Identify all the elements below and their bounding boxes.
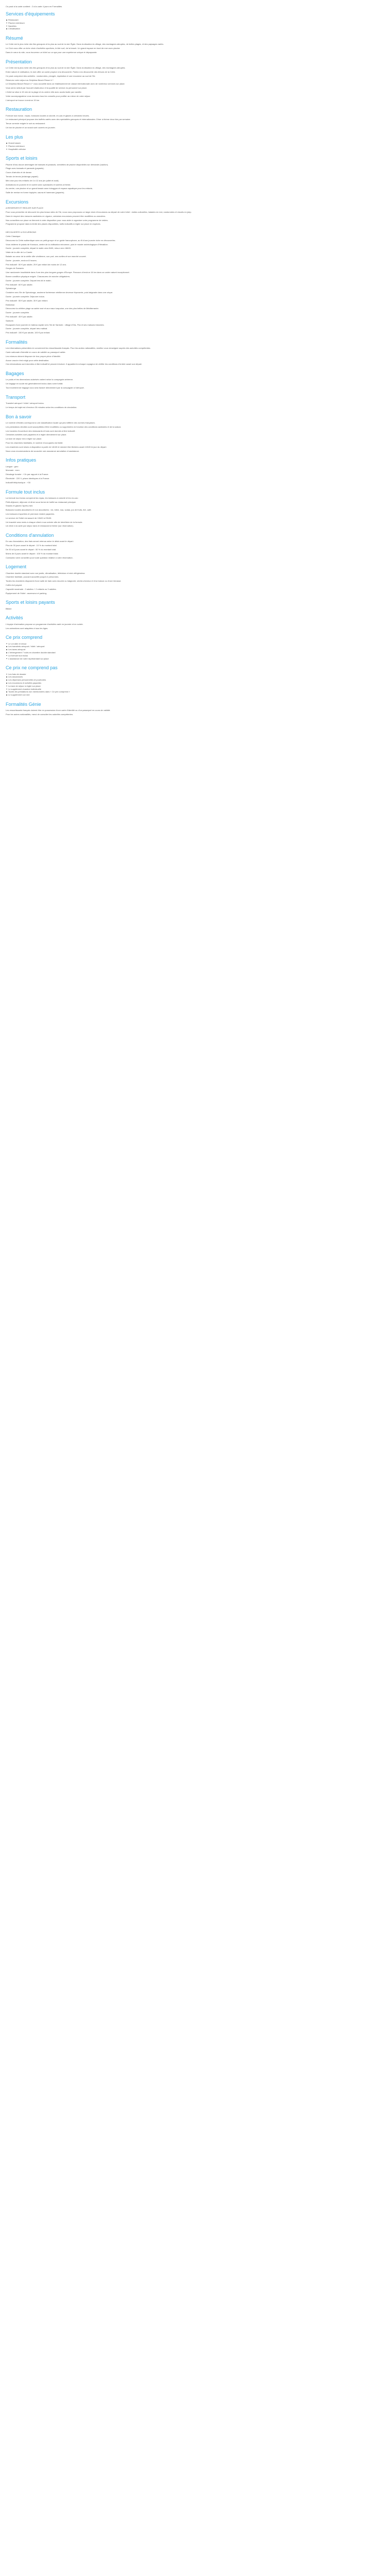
sports-paragraph: Animations en journée et en soirée avec spectacles et soirées à thème.: [6, 183, 71, 186]
prix-ne-comprend-item: Le supplément chambre individuelle: [6, 688, 386, 691]
circuit-paragraph: Une randonnée inoubliable dans l'une des plus longues gorges d'Europe. Parcours d'environ 16 km dans un cadre naturel exceptionnel.: [6, 271, 130, 274]
services-list: [6, 19, 386, 30]
prix-comprend-item: L'hébergement 7 nuits en chambre double standard: [6, 651, 386, 654]
circuit-paragraph: Prix indicatif : 60 € par adulte.: [6, 283, 33, 286]
activites-body: [6, 623, 386, 630]
circuit-paragraph: Escapade d'une journée en bateau rapide vers l'île de Santorin : village d'Oia, Fira et ses maisons blanches.: [6, 323, 105, 326]
formalites-genie-paragraph: Les ressortissants français doivent être en possession d'une carte d'identité ou d'un passeport en cours de validité.: [6, 709, 111, 712]
excursions-paragraph: Pour vous permettre de découvrir les plus beaux sites de l'île, nous vous proposons un large choix d'excursions au départ de votre hôtel : visites culturelles, balades en mer, randonnées et circuits en jeep.: [6, 211, 192, 214]
formule-paragraph: Petit-déjeuner, déjeuner et dîner sous forme de buffet au restaurant principal.: [6, 500, 76, 503]
infos-paragraph: Décalage horaire : +1h par rapport à la France.: [6, 473, 49, 476]
sports-payants-paragraph: Billard: [6, 607, 12, 610]
activites-title: Activités: [6, 615, 23, 621]
circuit-paragraph: Découvrez la célèbre plage au sable rosé et aux eaux turquoise, une des plus belles de Méditerranée.: [6, 307, 99, 310]
circuit-paragraph: Prix indicatif : 150 € par adulte, 100 € par enfant.: [6, 331, 51, 334]
les-plus-list: [6, 142, 386, 150]
infos-paragraph: Monnaie : euro: [6, 469, 20, 472]
circuit-paragraph: Prix indicatif : 50 € par adulte, 25 € par enfant de moins de 12 ans.: [6, 263, 67, 266]
circuit-paragraph: Gorges de Samaria: [6, 267, 24, 270]
sports-section: [6, 156, 386, 194]
formalities-paragraph: Les informations présentées ici concernent les ressortissants français. Pour les autres nationalités, veuillez vous renseigner auprès des autorités compétentes.: [6, 347, 151, 350]
bagages-body: [6, 378, 386, 389]
circuit-paragraph: Durée : journée complète.: [6, 311, 30, 314]
les-plus-title: Les plus: [6, 134, 23, 140]
presentation-body: [6, 66, 386, 101]
prix-comprend-item: L'assistance de notre représentant sur place: [6, 657, 386, 660]
les-plus-item: Piscine extérieure: [6, 145, 386, 148]
infos-body: [6, 465, 386, 484]
bon-a-savoir-paragraph: Le nombre d'étoiles correspond à une classification locale qui peut différer des normes françaises.: [6, 421, 95, 424]
bon-a-savoir-body: [6, 421, 386, 452]
annulation-paragraph: Moins de 8 jours avant le départ : 100 % du montant total.: [6, 552, 59, 555]
presentation-paragraph: Réservez votre séjour au Delphina Beach Resort 4 *: [6, 78, 54, 81]
formule-paragraph: Les boissons importées et premium restent payantes.: [6, 512, 55, 515]
restauration-paragraph: Tenue correcte exigée le soir au restaurant.: [6, 122, 45, 125]
circuit-paragraph: Découvrez la Crète authentique avec un petit groupe et un guide francophone, au fil d'une journée riche en découvertes.: [6, 239, 116, 242]
prix-comprend-item: Les transferts aéroport / hôtel / aéroport: [6, 645, 386, 648]
annulation-title: Conditions d'annulation: [6, 533, 54, 538]
prix-comprend-title: Ce prix comprend: [6, 635, 43, 640]
circuit-paragraph: Durée : journée complète, départ très matinal.: [6, 327, 48, 330]
annulation-paragraph: Plus de 30 jours avant le départ : 10 % du montant total.: [6, 544, 57, 547]
services-title: Services d'équipements: [6, 11, 55, 16]
excursions-title: Excursions: [6, 199, 29, 205]
infos-paragraph: Électricité : 220 V, prises identiques à la France.: [6, 477, 50, 480]
restauration-section: [6, 107, 386, 129]
bon-a-savoir-paragraph: Les horaires d'ouverture des restaurants et bars sont donnés à titre indicatif.: [6, 429, 75, 432]
sports-paragraph: Plage avec transats et parasols (payants).: [6, 167, 44, 170]
circuit-paragraph: Elafonissi: [6, 303, 15, 306]
restauration-body: [6, 114, 386, 129]
excursions-body: [6, 207, 386, 226]
restauration-paragraph: Un bar de piscine et un snack sont ouverts en journée.: [6, 126, 56, 129]
excursions-paragraph: A RESERVER ET REGLER SUR PLACE: [6, 207, 43, 210]
service-item: Climatisation: [6, 27, 386, 30]
resume-body: [6, 43, 386, 54]
les-plus-section: [6, 134, 386, 151]
formule-section: [6, 489, 386, 528]
circuit-paragraph: Balade au cœur de la vieille ville vénitienne, son port, ses ruelles et son marché couvert.: [6, 255, 87, 258]
sports-payants-body: [6, 607, 386, 611]
presentation-paragraph: Ce pack comprend des activités : randonnées, plongée, équitation et une excursion au sud de l'île.: [6, 74, 96, 77]
formule-paragraph: Boissons locales alcoolisées et non alcoolisées : vin, bière, eau, sodas, jus de fruits, thé, café.: [6, 509, 92, 512]
restauration-paragraph: Formule tout inclus : repas, boissons locales à volonté, en-cas et glaces à certaines heures.: [6, 114, 90, 117]
activites-paragraph: Les animations sont adaptées à tous les âges.: [6, 626, 48, 630]
sports-payants-section: [6, 600, 386, 610]
les-plus-item: Hospitalité crétoise: [6, 148, 386, 151]
bon-a-savoir-paragraph: La taxe de séjour est à régler sur place.: [6, 437, 42, 440]
formalites-genie-paragraph: Pour les autres nationalités, merci de consulter les autorités compétentes.: [6, 713, 73, 716]
circuit-paragraph: Durée : journée complète. Déjeuner inclus.: [6, 295, 45, 298]
restauration-title: Restauration: [6, 107, 32, 112]
resume-paragraph: Le Club vous offre un riche choix d'activités sportives, le kite surf, de la beach. Un grand espace en bord de mer avec piscine.: [6, 47, 121, 50]
prix-ne-comprend-item: Les assurances: [6, 675, 386, 679]
presentation-paragraph: Votre accompagnateur vous donnera tous les conseils pour profiter au mieux de votre séjour.: [6, 94, 91, 97]
sports-title: Sports et loisirs: [6, 156, 38, 161]
presentation-paragraph: Le Delphina Beach Resort 4 * vous accueille dans un établissement de classe internationale avec de nombreux services sur place.: [6, 82, 125, 86]
service-item: Navettes: [6, 25, 386, 28]
equipement-body: [6, 187, 386, 194]
circuit-paragraph: Durée : journée complète, départ le matin vers 8h00, retour vers 18h00.: [6, 247, 71, 250]
service-item: Restaurant: [6, 19, 386, 22]
sports-body: [6, 163, 386, 187]
formalities-paragraph: Aucun vaccin n'est exigé pour cette destination.: [6, 359, 50, 362]
annulation-paragraph: En cas d'annulation, des frais seront retenus selon le délai avant le départ.: [6, 540, 74, 543]
excursions-paragraph: Programme proposé dans la limite des places disponibles, tarifs indicatifs à régler sur place en espèces.: [6, 223, 101, 226]
excursions-paragraph: Dans le respect des mesures sanitaires en vigueur, certaines excursions peuvent être modifiées ou annulées.: [6, 214, 106, 217]
prix-comprend-item: La formule tout inclus: [6, 654, 386, 657]
presentation-paragraph: L'aéroport se trouve à environ 15 km: [6, 98, 40, 101]
sports-paragraph: Piscine d'eau douce aménagée de transats et parasols, serviettes de piscine disponibles sur demande (caution).: [6, 163, 109, 166]
bagages-paragraph: Le poids et les dimensions autorisés varient selon la compagnie aérienne.: [6, 378, 73, 381]
presentation-paragraph: L'hôtel se situe à 15 min de la plage et du centre ville avec accès facile par navette.: [6, 90, 82, 93]
circuit-body: [6, 235, 386, 334]
transport-paragraph: Transfert aéroport / hôtel / aéroport inclus.: [6, 402, 44, 405]
formalities-paragraph: Carte nationale d'identité en cours de validité ou passeport valide.: [6, 351, 66, 353]
prix-ne-comprend-item: Le supplément vue mer: [6, 693, 386, 697]
transport-body: [6, 402, 386, 409]
formalities-paragraph: Ces informations sont données à titre indicatif et peuvent évoluer. Il appartient à chaque voyageur de vérifier les conditions d'entrée avant son départ.: [6, 363, 142, 366]
bon-a-savoir-paragraph: Pour les chambres familiales, le nombre d'occupants est limité.: [6, 441, 63, 444]
page: [0, 0, 391, 716]
bon-a-savoir-paragraph: Les chambres sont mises à disposition à partir de 14h00 et doivent être libérées avant 12h00 le jour du départ.: [6, 445, 107, 448]
presentation-title: Présentation: [6, 59, 32, 64]
equipement-paragraph: Au centre, une piscine et un grand bassin avec toboggan et espace aquatique pour les enfants.: [6, 187, 93, 190]
bon-a-savoir-title: Bon à savoir: [6, 414, 32, 419]
bon-a-savoir-paragraph: Certaines activités sont payantes et à régler directement sur place.: [6, 433, 67, 436]
transport-title: Transport: [6, 394, 26, 400]
sports-paragraph: Terrain de tennis (éclairage payant).: [6, 175, 39, 178]
prix-comprend-item: Le vol aller et retour: [6, 642, 386, 646]
excursions-section: [6, 199, 386, 226]
formule-paragraph: Snacks et glaces l'après-midi.: [6, 504, 33, 507]
presentation-paragraph: Entre nature et civilisation, le club offre un cadre propice à la découverte. Partez à la découverte des trésors de la Crète.: [6, 70, 116, 73]
sports-paragraph: Mini club pour les enfants de 4 à 12 ans (en juillet et août).: [6, 179, 59, 182]
circuit-paragraph: Durée : journée, environ 8 heures.: [6, 259, 37, 262]
intro-text: Ce pack à la carte contient : 2 à la carte 4 jours en Formalités: [6, 5, 62, 8]
formalites-genie-section: [6, 702, 386, 716]
prix-ne-comprend-title: Ce prix ne comprend pas: [6, 665, 58, 671]
prix-ne-comprend-item: Toutes les prestations non mentionnées dans « Ce prix comprend »: [6, 690, 386, 693]
logement-paragraph: Équipement de l'hôtel : ascenseur et parking.: [6, 591, 47, 595]
service-item: Piscine extérieure: [6, 22, 386, 25]
resume-section: [6, 36, 386, 54]
sports-payants-title: Sports et loisirs payants: [6, 600, 55, 605]
circuit-section: [6, 231, 386, 334]
prix-comprend-list: [6, 642, 386, 660]
restauration-paragraph: Le restaurant principal propose des buffets variés avec des spécialités grecques et internationales. Dîner à thème deux fois par semaine.: [6, 118, 131, 121]
presentation-section: [6, 59, 386, 101]
activites-paragraph: L'équipe d'animation propose un programme d'activités varié en journée et en soirée.: [6, 622, 84, 625]
logement-section: [6, 564, 386, 595]
formalities-paragraph: Les mineurs doivent disposer de leur propre pièce d'identité.: [6, 354, 61, 358]
infos-section: [6, 457, 386, 484]
circuit-paragraph: Visite de la ville de La Canée: [6, 251, 32, 254]
bagages-title: Bagages: [6, 371, 24, 377]
formule-paragraph: La formule tout inclus comprend les repas, les boissons à volonté et les en-cas :: [6, 496, 79, 499]
les-plus-item: Grand bassin: [6, 142, 386, 145]
presentation-paragraph: Vous serez séduit par l'accueil chaleureux et la qualité de service du personnel sur place.: [6, 87, 87, 90]
circuit-title: DÉCOUVERTE & EXCURSIONS: [6, 231, 37, 234]
circuit-paragraph: Bonne condition physique exigée. Chaussures de marche obligatoires.: [6, 275, 70, 278]
formalities-section: [6, 340, 386, 366]
prix-ne-comprend-section: [6, 665, 386, 697]
circuit-paragraph: Durée : journée complète. Départ très tôt le matin.: [6, 279, 52, 282]
annulation-section: [6, 533, 386, 559]
logement-body: [6, 572, 386, 595]
resume-title: Résumé: [6, 36, 23, 41]
sports-paragraph: Cours d'aérobic et de danse.: [6, 171, 32, 174]
formalities-body: [6, 347, 386, 366]
prix-comprend-item: Les taxes aéroport: [6, 648, 386, 651]
formalities-title: Formalités: [6, 339, 28, 345]
logement-paragraph: Capacité maximale : 2 adultes + 2 enfants ou 3 adultes.: [6, 587, 57, 590]
resume-paragraph: Le Crète est le plus riche des îles grecques et la plus au sud de la mer Égée. Dans la situation du village, des montagnes abruptes, de belles plages, et des paysages variés.: [6, 43, 164, 46]
circuit-paragraph: Spinalonga: [6, 287, 17, 290]
formule-title: Formule tout inclus: [6, 489, 45, 495]
bon-a-savoir-paragraph: Nous vous recommandons de souscrire une assurance annulation et assistance.: [6, 449, 79, 452]
prix-ne-comprend-item: La taxe de séjour à régler sur place: [6, 685, 386, 688]
logement-paragraph: Coffre-fort payant.: [6, 584, 23, 587]
formalites-genie-body: [6, 709, 386, 716]
infos-paragraph: Indicatif téléphonique : +30: [6, 481, 30, 484]
prix-ne-comprend-item: Les frais de dossier: [6, 673, 386, 676]
formule-paragraph: Un dîner à la carte par séjour dans le restaurant à thème (sur réservation).: [6, 524, 74, 528]
logement-paragraph: Toutes les chambres disposent d'une salle de bain avec douche ou baignoire, sèche-cheveux et d'un balcon ou d'une terrasse.: [6, 580, 122, 583]
formule-paragraph: Un bracelet sera remis à chaque client à son arrivée afin de bénéficier de la formule.: [6, 520, 83, 523]
services-section: [6, 11, 386, 30]
prix-comprend-section: [6, 635, 386, 660]
formule-paragraph: Le service de l'hôtel est assuré de 10h00 à 23h00.: [6, 516, 52, 519]
prix-ne-comprend-list: [6, 673, 386, 697]
annulation-paragraph: De 30 à 8 jours avant le départ : 50 % du montant total.: [6, 548, 57, 551]
circuit-paragraph: Croisière vers l'île de Spinalonga, ancienne forteresse vénitienne devenue léproserie, puis baignade dans une crique.: [6, 291, 113, 294]
logement-title: Logement: [6, 564, 27, 570]
bagages-paragraph: Tout excédent de bagage vous sera facturé directement par la compagnie à l'aéroport.: [6, 386, 85, 389]
formule-body: [6, 497, 386, 528]
circuit-paragraph: Vous visiterez le palais de Knossos, centre de la civilisation minoenne, puis le musée archéologique d'Héraklion.: [6, 243, 108, 246]
circuit-paragraph: Crète Classique: [6, 235, 21, 238]
circuit-paragraph: Prix indicatif : 55 € par adulte, 30 € par enfant.: [6, 299, 48, 302]
excursions-paragraph: Nos conseillers sur place se tiennent à votre disposition pour vous aider à organiser votre programme de visites.: [6, 218, 108, 222]
annulation-paragraph: Contactez votre conseiller pour toute question relative à votre réservation.: [6, 556, 73, 559]
prix-ne-comprend-item: Les dépenses personnelles et pourboires: [6, 679, 386, 682]
annulation-body: [6, 540, 386, 559]
transport-paragraph: Le temps de trajet est d'environ 30 minutes selon les conditions de circulation.: [6, 405, 77, 409]
logement-paragraph: Chambre double standard avec vue jardin, climatisation, télévision et mini-réfrigérateur.: [6, 571, 86, 574]
equipement-paragraph: Salle de remise en forme équipée, sauna et hammam (payants).: [6, 191, 65, 194]
infos-title: Infos pratiques: [6, 457, 37, 463]
circuit-paragraph: Prix indicatif : 45 € par adulte.: [6, 315, 33, 318]
bon-a-savoir-paragraph: Les prestations décrites sont susceptibles d'être modifiées ou supprimées en fonction des conditions sanitaires et de la saison.: [6, 425, 122, 428]
bagages-section: [6, 371, 386, 389]
bagages-paragraph: Un bagage en soute est généralement inclus dans votre forfait.: [6, 382, 63, 385]
prix-ne-comprend-item: Les excursions et activités payantes: [6, 682, 386, 685]
resume-paragraph: Dans le cœur du site, vous trouverez un hôtel ou un spa pour une expérience unique et dépaysante.: [6, 51, 97, 54]
transport-section: [6, 395, 386, 409]
logement-paragraph: Chambre familiale, pouvant accueillir jusqu'à 4 personnes.: [6, 575, 59, 579]
presentation-paragraph: Le Crète est la plus riche des îles grecques et la plus au sud de la mer Égée. Dans la situation du village, des montagnes abruptes.: [6, 66, 126, 70]
circuit-paragraph: Santorin: [6, 319, 13, 322]
formalites-genie-title: Formalités Génie: [6, 701, 41, 707]
infos-paragraph: Langue : grec: [6, 465, 19, 468]
bon-a-savoir-section: [6, 414, 386, 453]
activites-section: [6, 615, 386, 630]
